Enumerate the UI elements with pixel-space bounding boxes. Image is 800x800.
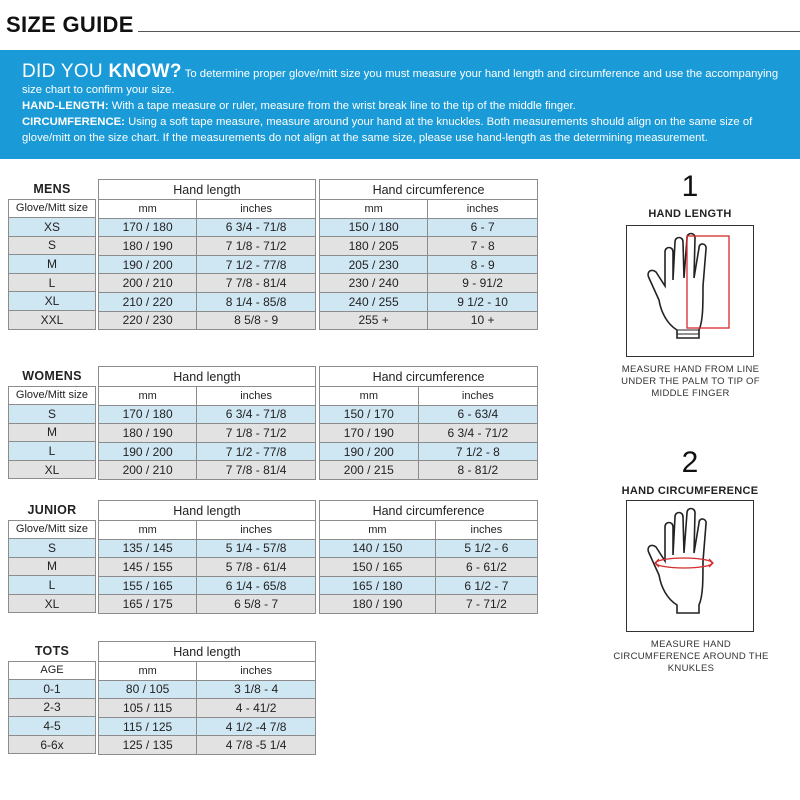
table-row — [320, 274, 538, 293]
hand-length-inches-cell: 4 7/8 -5 1/4 — [197, 736, 316, 755]
size-cell: M — [9, 255, 96, 274]
hand-length-mm-cell: 210 / 220 — [99, 292, 197, 311]
hand-length-mm-cell: 200 / 210 — [99, 274, 197, 293]
hand-circ-mm-cell: 170 / 190 — [320, 424, 419, 443]
size-cell: S — [9, 539, 96, 558]
table-row — [99, 558, 316, 577]
table-row — [9, 292, 96, 311]
hand-circ-inches-cell: 7 - 8 — [428, 237, 538, 256]
hand-length-mm-cell: 105 / 115 — [99, 699, 197, 718]
hand-length-illustration — [626, 225, 754, 357]
table-row — [9, 698, 96, 717]
hand-circ-mm-cell: 180 / 205 — [320, 237, 428, 256]
hand-length-inches-cell: 6 3/4 - 71/8 — [197, 405, 316, 424]
inches-header: inches — [197, 387, 316, 406]
banner-intro — [22, 61, 792, 98]
step1-number: 1 — [681, 170, 699, 203]
hand-length-mm-cell: 80 / 105 — [99, 680, 197, 699]
hand-length-mm-cell: 145 / 155 — [99, 558, 197, 577]
size-cell: S — [9, 236, 96, 255]
table-row — [320, 311, 538, 330]
mm-header: mm — [99, 200, 197, 219]
table-subheader-row — [99, 200, 316, 219]
table-row — [99, 237, 316, 256]
table-row — [99, 405, 316, 424]
hand-length-mm-cell: 220 / 230 — [99, 311, 197, 330]
hand-length-mm-cell: 170 / 180 — [99, 218, 197, 237]
banner-hand-length: HAND-LENGTH: With a tape measure or ruler, measure from the wrist break line to the tip of the middle finger. — [22, 100, 576, 112]
table-row — [9, 717, 96, 736]
size-cell: 2-3 — [9, 698, 96, 717]
junior-hand-circumference-table — [319, 500, 538, 614]
hand-circ-inches-cell: 8 - 81/2 — [418, 461, 537, 480]
table-row — [99, 292, 316, 311]
table-subheader-row — [9, 661, 96, 680]
inches-header: inches — [197, 200, 316, 219]
hand-circ-inches-cell: 9 1/2 - 10 — [428, 292, 538, 311]
hand-circumference-header: Hand circumference — [320, 367, 538, 387]
womens-size-table — [8, 366, 96, 479]
mens-category-label: MENS — [9, 179, 96, 199]
inches-header: inches — [435, 521, 537, 540]
hand-length-icon — [627, 226, 753, 356]
size-column-header: Glove/Mitt size — [9, 386, 96, 405]
hand-circ-inches-cell: 8 - 9 — [428, 255, 538, 274]
table-row — [320, 442, 538, 461]
table-header-row — [320, 180, 538, 200]
hand-circ-mm-cell: 255 + — [320, 311, 428, 330]
hand-length-header: Hand length — [99, 501, 316, 521]
table-row — [320, 576, 538, 595]
table-header-row — [9, 179, 96, 199]
tots-category-label: TOTS — [9, 641, 96, 661]
hand-length-mm-cell: 170 / 180 — [99, 405, 197, 424]
mm-header: mm — [99, 521, 197, 540]
mens-hand-length-table — [98, 179, 316, 330]
hand-circ-mm-cell: 140 / 150 — [320, 539, 436, 558]
table-row — [99, 255, 316, 274]
mens-hand-circumference-table — [319, 179, 538, 330]
size-cell: S — [9, 405, 96, 424]
table-row — [9, 594, 96, 613]
hand-circumference-icon — [627, 501, 753, 631]
table-row — [99, 461, 316, 480]
table-row — [9, 405, 96, 424]
size-cell: XL — [9, 460, 96, 479]
table-row — [320, 405, 538, 424]
step2-caption: MEASURE HAND CIRCUMFERENCE AROUND THE KNUKLES — [613, 639, 769, 674]
table-subheader-row — [320, 200, 538, 219]
table-row — [99, 274, 316, 293]
hand-length-header: Hand length — [99, 367, 316, 387]
table-row — [99, 442, 316, 461]
hand-length-inches-cell: 7 1/2 - 77/8 — [197, 255, 316, 274]
hand-circ-mm-cell: 150 / 180 — [320, 218, 428, 237]
inches-header: inches — [197, 662, 316, 681]
hand-circ-mm-cell: 230 / 240 — [320, 274, 428, 293]
tots-size-table — [8, 641, 96, 754]
mm-header: mm — [320, 200, 428, 219]
table-row — [320, 424, 538, 443]
size-cell: M — [9, 557, 96, 576]
banner-circumference: CIRCUMFERENCE: Using a soft tape measure, measure around your hand at the knuckles. Both measurements should align on the same size of glove/mitt on the size chart. If the measurements do not align at the same size, please use hand-length as the determining measurement. — [22, 116, 753, 144]
womens-category-label: WOMENS — [9, 366, 96, 386]
hand-length-mm-cell: 165 / 175 — [99, 595, 197, 614]
table-row — [99, 424, 316, 443]
womens-hand-length-table — [98, 366, 316, 480]
hand-length-inches-cell: 4 - 41/2 — [197, 699, 316, 718]
table-subheader-row — [320, 521, 538, 540]
hand-circumference-illustration — [626, 500, 754, 632]
table-subheader-row — [320, 387, 538, 406]
hand-length-mm-cell: 155 / 165 — [99, 576, 197, 595]
hand-length-inches-cell: 3 1/8 - 4 — [197, 680, 316, 699]
table-row — [99, 539, 316, 558]
hand-length-inches-cell: 8 5/8 - 9 — [197, 311, 316, 330]
size-cell: XXL — [9, 311, 96, 330]
hand-length-header: Hand length — [99, 642, 316, 662]
step1-caption: MEASURE HAND FROM LINE UNDER THE PALM TO TIP OF MIDDLE FINGER — [621, 364, 760, 399]
hand-circ-mm-cell: 165 / 180 — [320, 576, 436, 595]
hand-circ-mm-cell: 180 / 190 — [320, 595, 436, 614]
table-row — [99, 736, 316, 755]
table-row — [320, 595, 538, 614]
junior-hand-length-table — [98, 500, 316, 614]
hand-circ-inches-cell: 6 - 63/4 — [418, 405, 537, 424]
table-row — [320, 558, 538, 577]
table-row — [320, 461, 538, 480]
table-row — [9, 218, 96, 237]
page-title: SIZE GUIDE — [6, 12, 134, 37]
hand-length-mm-cell: 190 / 200 — [99, 442, 197, 461]
hand-length-inches-cell: 8 1/4 - 85/8 — [197, 292, 316, 311]
size-cell: L — [9, 442, 96, 461]
table-header-row — [9, 641, 96, 661]
table-row — [99, 699, 316, 718]
table-header-row — [99, 180, 316, 200]
table-header-row — [99, 367, 316, 387]
table-header-row — [9, 366, 96, 386]
table-header-row — [320, 367, 538, 387]
hand-length-mm-cell: 115 / 125 — [99, 717, 197, 736]
table-header-row — [99, 501, 316, 521]
size-cell: 4-5 — [9, 717, 96, 736]
mm-header: mm — [320, 521, 436, 540]
table-row — [9, 680, 96, 699]
size-column-header: AGE — [9, 661, 96, 680]
table-row — [320, 218, 538, 237]
table-subheader-row — [99, 387, 316, 406]
hand-length-inches-cell: 6 3/4 - 71/8 — [197, 218, 316, 237]
hand-length-mm-cell: 135 / 145 — [99, 539, 197, 558]
table-row — [99, 717, 316, 736]
hand-circ-inches-cell: 6 3/4 - 71/2 — [418, 424, 537, 443]
hand-circ-inches-cell: 6 - 61/2 — [435, 558, 537, 577]
hand-circ-inches-cell: 9 - 91/2 — [428, 274, 538, 293]
table-row — [9, 576, 96, 595]
mens-size-table — [8, 179, 96, 330]
banner-did-you: DID YOU KNOW? — [22, 61, 182, 82]
size-cell: XS — [9, 218, 96, 237]
table-row — [9, 735, 96, 754]
hand-circ-inches-cell: 7 - 71/2 — [435, 595, 537, 614]
hand-length-mm-cell: 180 / 190 — [99, 424, 197, 443]
table-row — [99, 680, 316, 699]
hand-length-inches-cell: 6 1/4 - 65/8 — [197, 576, 316, 595]
table-row — [9, 557, 96, 576]
table-row — [99, 576, 316, 595]
junior-category-label: JUNIOR — [9, 500, 96, 520]
table-row — [9, 311, 96, 330]
table-row — [9, 255, 96, 274]
banner-intro-text: To determine proper glove/mitt size you must measure your hand length and circumference and use the accompanying size chart to confirm your size. — [22, 68, 779, 96]
hand-length-mm-cell: 190 / 200 — [99, 255, 197, 274]
hand-circ-mm-cell: 205 / 230 — [320, 255, 428, 274]
hand-length-inches-cell: 5 1/4 - 57/8 — [197, 539, 316, 558]
hand-circ-mm-cell: 240 / 255 — [320, 292, 428, 311]
hand-circ-mm-cell: 150 / 165 — [320, 558, 436, 577]
info-banner — [0, 50, 800, 159]
table-row — [99, 595, 316, 614]
table-row — [9, 236, 96, 255]
step2-number: 2 — [681, 446, 699, 479]
hand-length-inches-cell: 7 7/8 - 81/4 — [197, 274, 316, 293]
table-row — [99, 218, 316, 237]
hand-length-mm-cell: 125 / 135 — [99, 736, 197, 755]
hand-circumference-header: Hand circumference — [320, 501, 538, 521]
hand-circ-mm-cell: 150 / 170 — [320, 405, 419, 424]
hand-circ-mm-cell: 190 / 200 — [320, 442, 419, 461]
mm-header: mm — [320, 387, 419, 406]
inches-header: inches — [418, 387, 537, 406]
hand-circumference-header: Hand circumference — [320, 180, 538, 200]
table-row — [320, 539, 538, 558]
hand-length-inches-cell: 6 5/8 - 7 — [197, 595, 316, 614]
junior-size-table — [8, 500, 96, 613]
size-column-header: Glove/Mitt size — [9, 199, 96, 218]
size-cell: XL — [9, 292, 96, 311]
table-row — [9, 442, 96, 461]
title-rule — [138, 31, 800, 32]
hand-length-inches-cell: 4 1/2 -4 7/8 — [197, 717, 316, 736]
step1-label: HAND LENGTH — [648, 208, 732, 220]
step2-label: HAND CIRCUMFERENCE — [621, 485, 759, 497]
tots-hand-length-table — [98, 641, 316, 755]
table-header-row — [99, 642, 316, 662]
table-header-row — [320, 501, 538, 521]
table-subheader-row — [99, 662, 316, 681]
hand-circ-inches-cell: 6 - 7 — [428, 218, 538, 237]
hand-length-inches-cell: 7 1/2 - 77/8 — [197, 442, 316, 461]
hand-circ-inches-cell: 6 1/2 - 7 — [435, 576, 537, 595]
table-subheader-row — [9, 386, 96, 405]
size-column-header: Glove/Mitt size — [9, 520, 96, 539]
womens-hand-circumference-table — [319, 366, 538, 480]
mm-header: mm — [99, 662, 197, 681]
hand-length-mm-cell: 180 / 190 — [99, 237, 197, 256]
size-cell: M — [9, 423, 96, 442]
hand-length-inches-cell: 7 7/8 - 81/4 — [197, 461, 316, 480]
hand-length-inches-cell: 7 1/8 - 71/2 — [197, 424, 316, 443]
table-row — [320, 237, 538, 256]
table-row — [9, 273, 96, 292]
table-header-row — [9, 500, 96, 520]
mm-header: mm — [99, 387, 197, 406]
table-row — [320, 255, 538, 274]
hand-length-mm-cell: 200 / 210 — [99, 461, 197, 480]
size-cell: XL — [9, 594, 96, 613]
hand-length-inches-cell: 7 1/8 - 71/2 — [197, 237, 316, 256]
hand-circ-inches-cell: 7 1/2 - 8 — [418, 442, 537, 461]
table-subheader-row — [9, 199, 96, 218]
table-subheader-row — [99, 521, 316, 540]
hand-length-inches-cell: 5 7/8 - 61/4 — [197, 558, 316, 577]
hand-circ-inches-cell: 10 + — [428, 311, 538, 330]
table-row — [320, 292, 538, 311]
hand-circ-inches-cell: 5 1/2 - 6 — [435, 539, 537, 558]
inches-header: inches — [428, 200, 538, 219]
inches-header: inches — [197, 521, 316, 540]
hand-length-header: Hand length — [99, 180, 316, 200]
size-cell: 0-1 — [9, 680, 96, 699]
size-cell: L — [9, 273, 96, 292]
table-row — [9, 423, 96, 442]
hand-circ-mm-cell: 200 / 215 — [320, 461, 419, 480]
table-row — [99, 311, 316, 330]
table-row — [9, 539, 96, 558]
table-row — [9, 460, 96, 479]
size-cell: 6-6x — [9, 735, 96, 754]
size-cell: L — [9, 576, 96, 595]
table-subheader-row — [9, 520, 96, 539]
